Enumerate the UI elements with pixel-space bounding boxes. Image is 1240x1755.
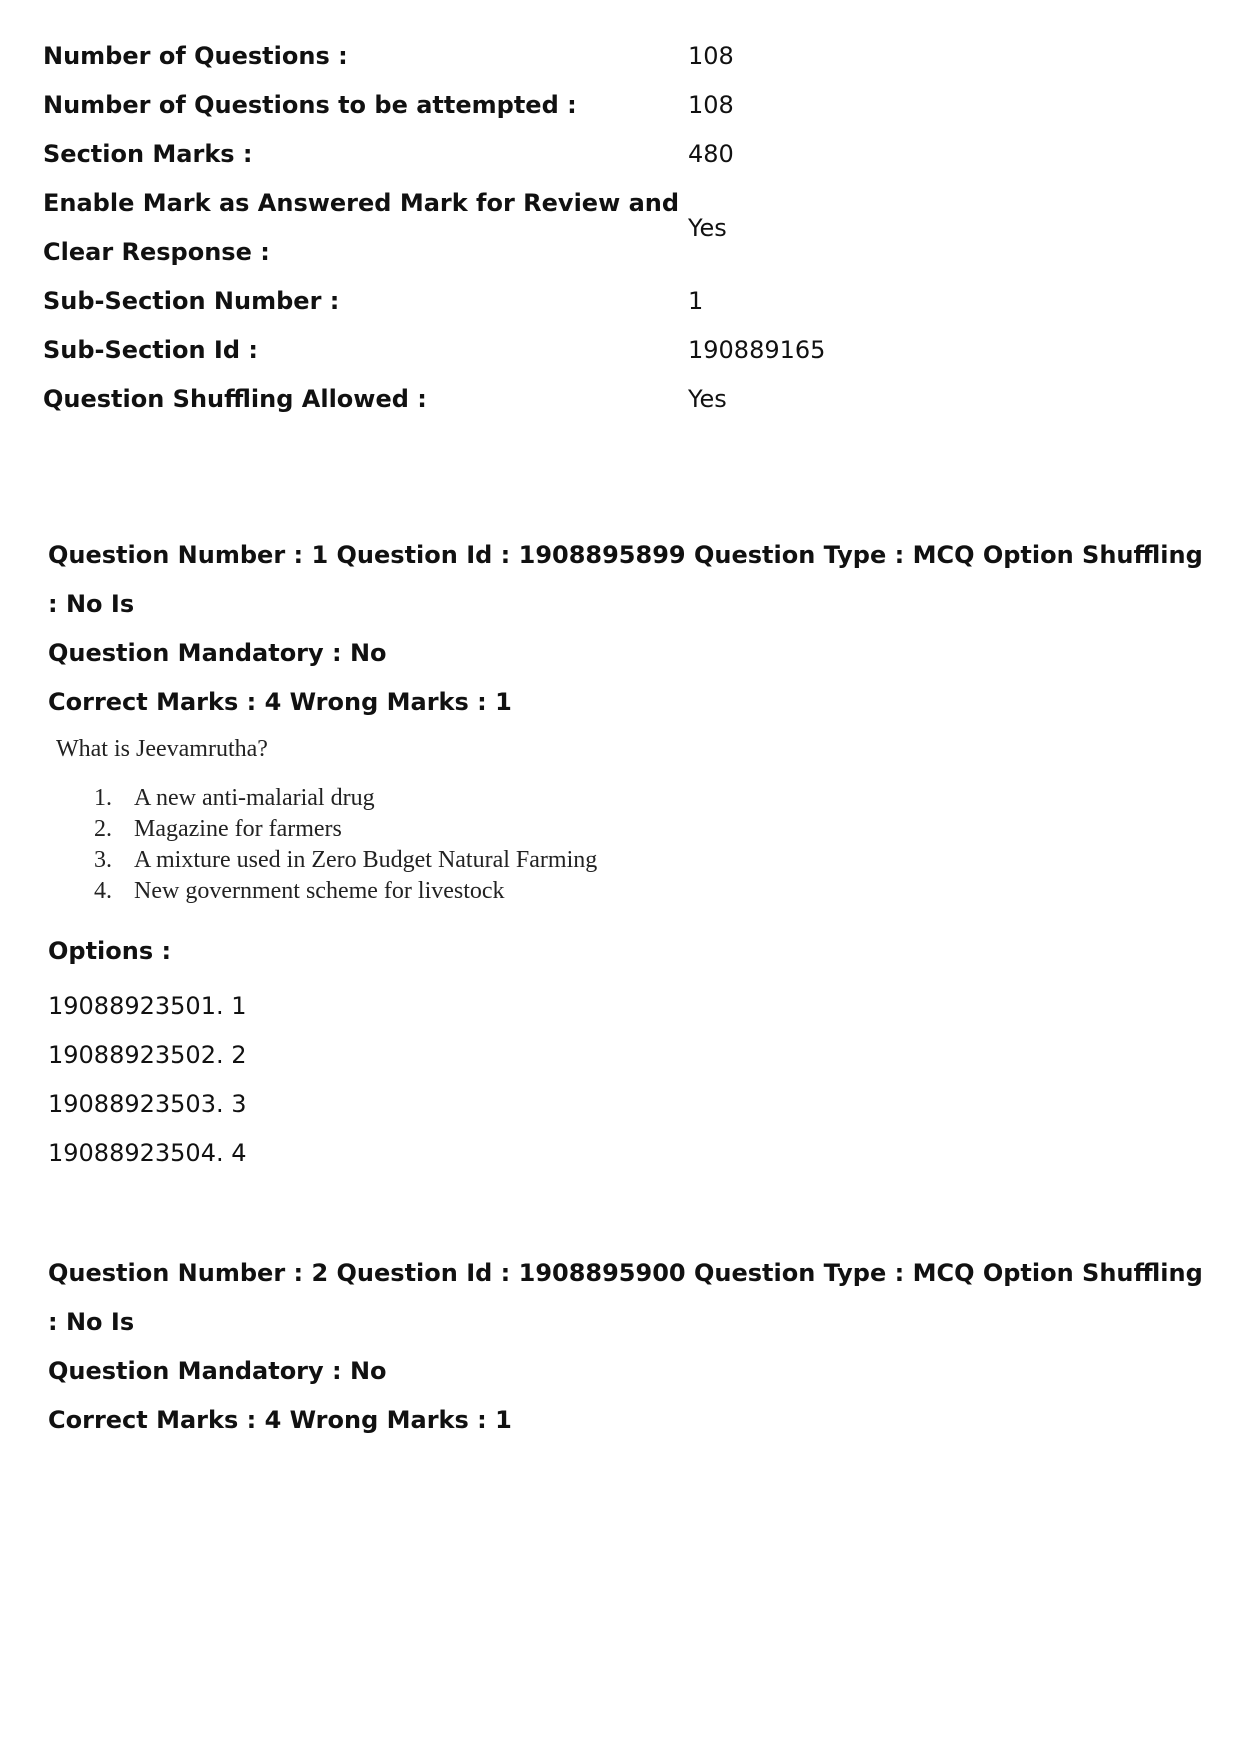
question-header xyxy=(48,1249,1208,1396)
question-choice xyxy=(94,876,1208,907)
question-header-line: Question Number : 2 Question Id : 1908895900 Question Type : MCQ Option Shuffling : No Is xyxy=(48,1259,1203,1336)
question-block-2 xyxy=(48,1249,1208,1445)
option-label: 1 xyxy=(231,992,247,1020)
option-label: 4 xyxy=(231,1139,247,1167)
question-choice xyxy=(94,783,1208,814)
question-marks: Correct Marks : 4 Wrong Marks : 1 xyxy=(48,1406,512,1434)
option-id: 19088923501. xyxy=(48,992,224,1020)
info-row xyxy=(43,326,1043,375)
choice-number: 2. xyxy=(94,816,112,842)
choice-number: 4. xyxy=(94,878,112,904)
option-item xyxy=(48,1080,1208,1129)
info-value: 190889165 xyxy=(688,336,826,364)
choice-text: A mixture used in Zero Budget Natural Farming xyxy=(134,847,598,873)
info-value: Yes xyxy=(688,385,727,413)
question-marks: Correct Marks : 4 Wrong Marks : 1 xyxy=(48,688,512,716)
info-label-line: Enable Mark as Answered Mark for Review and xyxy=(43,189,680,217)
info-label: Sub-Section Number : xyxy=(43,287,340,315)
info-row xyxy=(43,375,1043,424)
choice-number: 3. xyxy=(94,847,112,873)
section-info-table xyxy=(43,32,1043,424)
question-text: What is Jeevamrutha? xyxy=(56,736,268,762)
option-item xyxy=(48,1129,1208,1178)
info-label-line: Clear Response : xyxy=(43,238,270,266)
question-choice xyxy=(94,845,1208,876)
options-title: Options : xyxy=(48,937,172,965)
choice-number: 1. xyxy=(94,785,112,811)
option-label: 3 xyxy=(231,1090,247,1118)
question-header-line: Question Mandatory : No xyxy=(48,639,387,667)
option-item xyxy=(48,1031,1208,1080)
option-item xyxy=(48,982,1208,1031)
question-header xyxy=(48,531,1208,678)
question-choice xyxy=(94,814,1208,845)
option-label: 2 xyxy=(231,1041,247,1069)
info-value: 108 xyxy=(688,42,734,70)
info-row xyxy=(43,277,1043,326)
info-row xyxy=(43,81,1043,130)
choice-text: New government scheme for livestock xyxy=(134,878,505,904)
info-row xyxy=(43,130,1043,179)
info-label: Section Marks : xyxy=(43,140,253,168)
question-image xyxy=(56,733,1208,907)
choice-text: A new anti-malarial drug xyxy=(134,785,375,811)
info-value: 480 xyxy=(688,140,734,168)
option-id: 19088923503. xyxy=(48,1090,224,1118)
info-label-multiline xyxy=(43,179,688,277)
question-header-line: Question Mandatory : No xyxy=(48,1357,387,1385)
question-block-1 xyxy=(48,531,1208,1178)
option-id: 19088923502. xyxy=(48,1041,224,1069)
question-header-line: Question Number : 1 Question Id : 1908895899 Question Type : MCQ Option Shuffling : No Is xyxy=(48,541,1203,618)
info-value: Yes xyxy=(688,213,727,242)
option-id: 19088923504. xyxy=(48,1139,224,1167)
info-value: 108 xyxy=(688,91,734,119)
info-row xyxy=(43,179,1043,277)
choice-text: Magazine for farmers xyxy=(134,816,342,842)
info-label: Question Shuffling Allowed : xyxy=(43,385,427,413)
info-value: 1 xyxy=(688,287,704,315)
info-label: Sub-Section Id : xyxy=(43,336,258,364)
info-row xyxy=(43,32,1043,81)
info-label: Number of Questions : xyxy=(43,42,348,70)
info-label: Number of Questions to be attempted : xyxy=(43,91,577,119)
question-choice-list xyxy=(56,783,1208,907)
